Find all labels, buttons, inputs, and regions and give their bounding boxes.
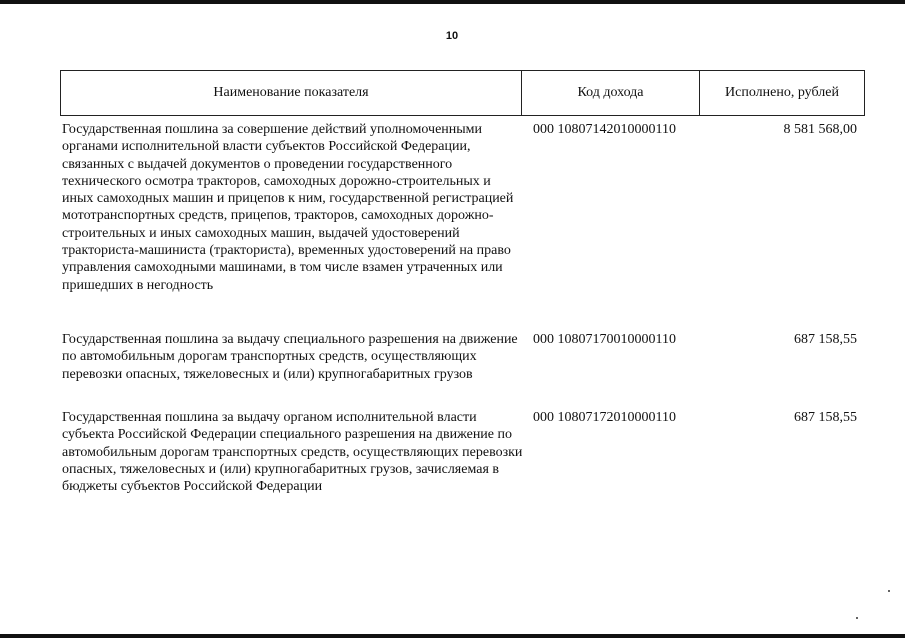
- table-header: [60, 70, 865, 116]
- column-header-name: Наименование показателя: [61, 71, 522, 115]
- table-row: [62, 121, 857, 321]
- scan-border-bottom: [0, 634, 905, 638]
- indicator-name-cell: Государственная пошлина за выдачу органом исполнительной власти субъекта Российской Федерации специального разрешения на движение по автомобильным дорогам транспортных средств, осуществляющих перевозки опасных, тяжеловесных и (или) крупногабаритных грузов, зачисляемая в бюджеты субъектов Российской Федерации: [62, 410, 523, 495]
- column-header-code: Код дохода: [522, 71, 700, 115]
- amount-executed-cell: 687 158,55: [794, 410, 857, 425]
- income-code-cell: 000 10807142010000110: [533, 122, 676, 137]
- table-row: [62, 331, 857, 406]
- amount-executed-cell: 687 158,55: [794, 332, 857, 347]
- table-row: [62, 409, 857, 519]
- income-code-cell: 000 10807172010000110: [533, 410, 676, 425]
- scan-speck: [856, 617, 858, 619]
- scan-speck: [888, 590, 890, 592]
- column-header-amount: Исполнено, рублей: [725, 85, 839, 100]
- income-code-cell: 000 10807170010000110: [533, 332, 676, 347]
- amount-executed-cell: 8 581 568,00: [783, 122, 857, 137]
- indicator-name-cell: Государственная пошлина за совершение действий уполномоченными органами исполнительной власти субъектов Российской Федерации, связанных с выдачей документов о проведении государственного технического осмотра тракторов, самоходных дорожно-строительных и иных самоходных машин и прицепов к ним, государственной регистрацией мототранспортных средств, прицепов, тракторов, самоходных дорожно-строительных и иных самоходных машин, выдачей удостоверений тракториста-машиниста (тракториста), временных удостоверений на право управления самоходными машинами, в том числе взамен утраченных или пришедших в негодность: [62, 122, 514, 293]
- indicator-name-cell: Государственная пошлина за выдачу специального разрешения на движение по автомобильным дорогам транспортных средств, осуществляющих перевозки опасных, тяжеловесных и (или) крупногабаритных грузов: [62, 332, 518, 382]
- page-number: 10: [445, 30, 459, 42]
- scan-border-top: [0, 0, 905, 4]
